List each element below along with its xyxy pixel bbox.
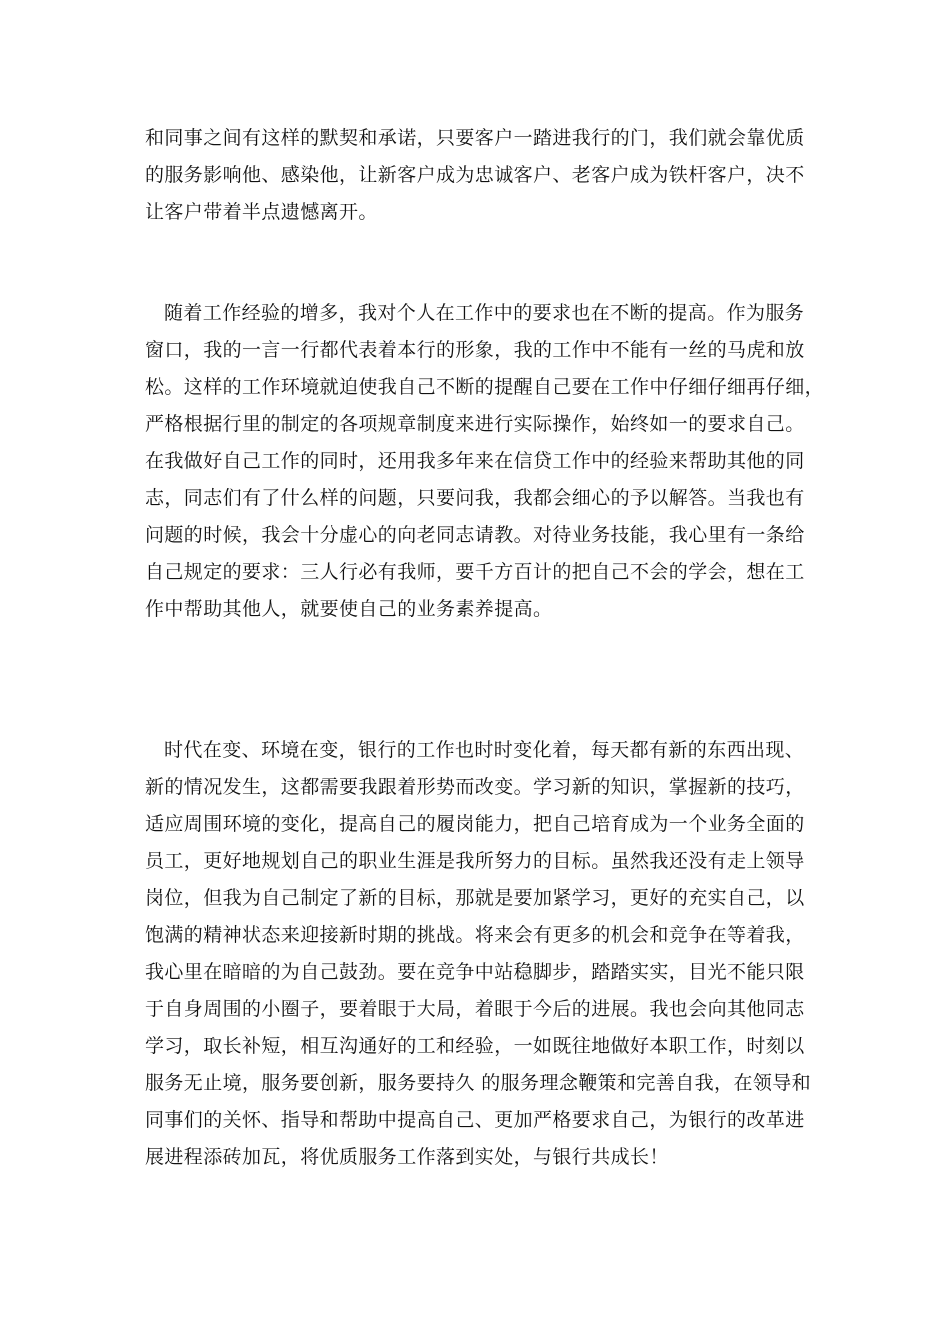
paragraph-line: 展进程添砖加瓦，将优质服务工作落到实处，与银行共成长！ bbox=[145, 1146, 669, 1168]
paragraph-2 bbox=[145, 295, 825, 628]
paragraph-line: 于自身周围的小圈子，要着眼于大局，着眼于今后的进展。我也会向其他同志 bbox=[145, 998, 805, 1020]
paragraph-line: 学习，取长补短，相互沟通好的工和经验，一如既往地做好本职工作，时刻以 bbox=[145, 1035, 805, 1057]
paragraph-line: 我心里在暗暗的为自己鼓劲。要在竞争中站稳脚步，踏踏实实，目光不能只限 bbox=[145, 961, 805, 983]
paragraph-line: 志，同志们有了什么样的问题，只要问我，我都会细心的予以解答。当我也有 bbox=[145, 487, 805, 509]
paragraph-line: 服务无止境，服务要创新，服务要持久 的服务理念鞭策和完善自我，在领导和 bbox=[145, 1072, 812, 1094]
paragraph-line: 松。这样的工作环境就迫使我自己不断的提醒自己要在工作中仔细仔细再仔细， bbox=[145, 376, 825, 398]
paragraph-line: 问题的时候，我会十分虚心的向老同志请教。对待业务技能，我心里有一条给 bbox=[145, 524, 805, 546]
paragraph-3 bbox=[145, 732, 812, 1176]
paragraph-line: 时代在变、环境在变，银行的工作也时时变化着，每天都有新的东西出现、 bbox=[164, 739, 805, 761]
paragraph-1 bbox=[145, 120, 805, 231]
paragraph-line: 严格根据行里的制定的各项规章制度来进行实际操作，始终如一的要求自己。 bbox=[145, 413, 805, 435]
paragraph-line: 新的情况发生，这都需要我跟着形势而改变。学习新的知识，掌握新的技巧， bbox=[145, 776, 805, 798]
paragraph-line: 让客户带着半点遗憾离开。 bbox=[145, 201, 378, 223]
paragraph-line: 员工，更好地规划自己的职业生涯是我所努力的目标。虽然我还没有走上领导 bbox=[145, 850, 805, 872]
paragraph-line: 的服务影响他、感染他，让新客户成为忠诚客户、老客户成为铁杆客户，决不 bbox=[145, 164, 805, 186]
paragraph-line: 随着工作经验的增多，我对个人在工作中的要求也在不断的提高。作为服务 bbox=[164, 302, 805, 324]
paragraph-line: 适应周围环境的变化，提高自己的履岗能力，把自己培育成为一个业务全面的 bbox=[145, 813, 805, 835]
paragraph-line: 窗口，我的一言一行都代表着本行的形象，我的工作中不能有一丝的马虎和放 bbox=[145, 339, 805, 361]
paragraph-line: 在我做好自己工作的同时，还用我多年来在信贷工作中的经验来帮助其他的同 bbox=[145, 450, 805, 472]
paragraph-line: 饱满的精神状态来迎接新时期的挑战。将来会有更多的机会和竞争在等着我， bbox=[145, 924, 805, 946]
paragraph-line: 岗位，但我为自己制定了新的目标，那就是要加紧学习，更好的充实自己，以 bbox=[145, 887, 805, 909]
paragraph-line: 作中帮助其他人，就要使自己的业务素养提高。 bbox=[145, 598, 553, 620]
paragraph-line: 同事们的关怀、指导和帮助中提高自己、更加严格要求自己，为银行的改革进 bbox=[145, 1109, 805, 1131]
paragraph-line: 和同事之间有这样的默契和承诺，只要客户一踏进我行的门，我们就会靠优质 bbox=[145, 127, 805, 149]
paragraph-line: 自己规定的要求：三人行必有我师，要千方百计的把自己不会的学会，想在工 bbox=[145, 561, 805, 583]
